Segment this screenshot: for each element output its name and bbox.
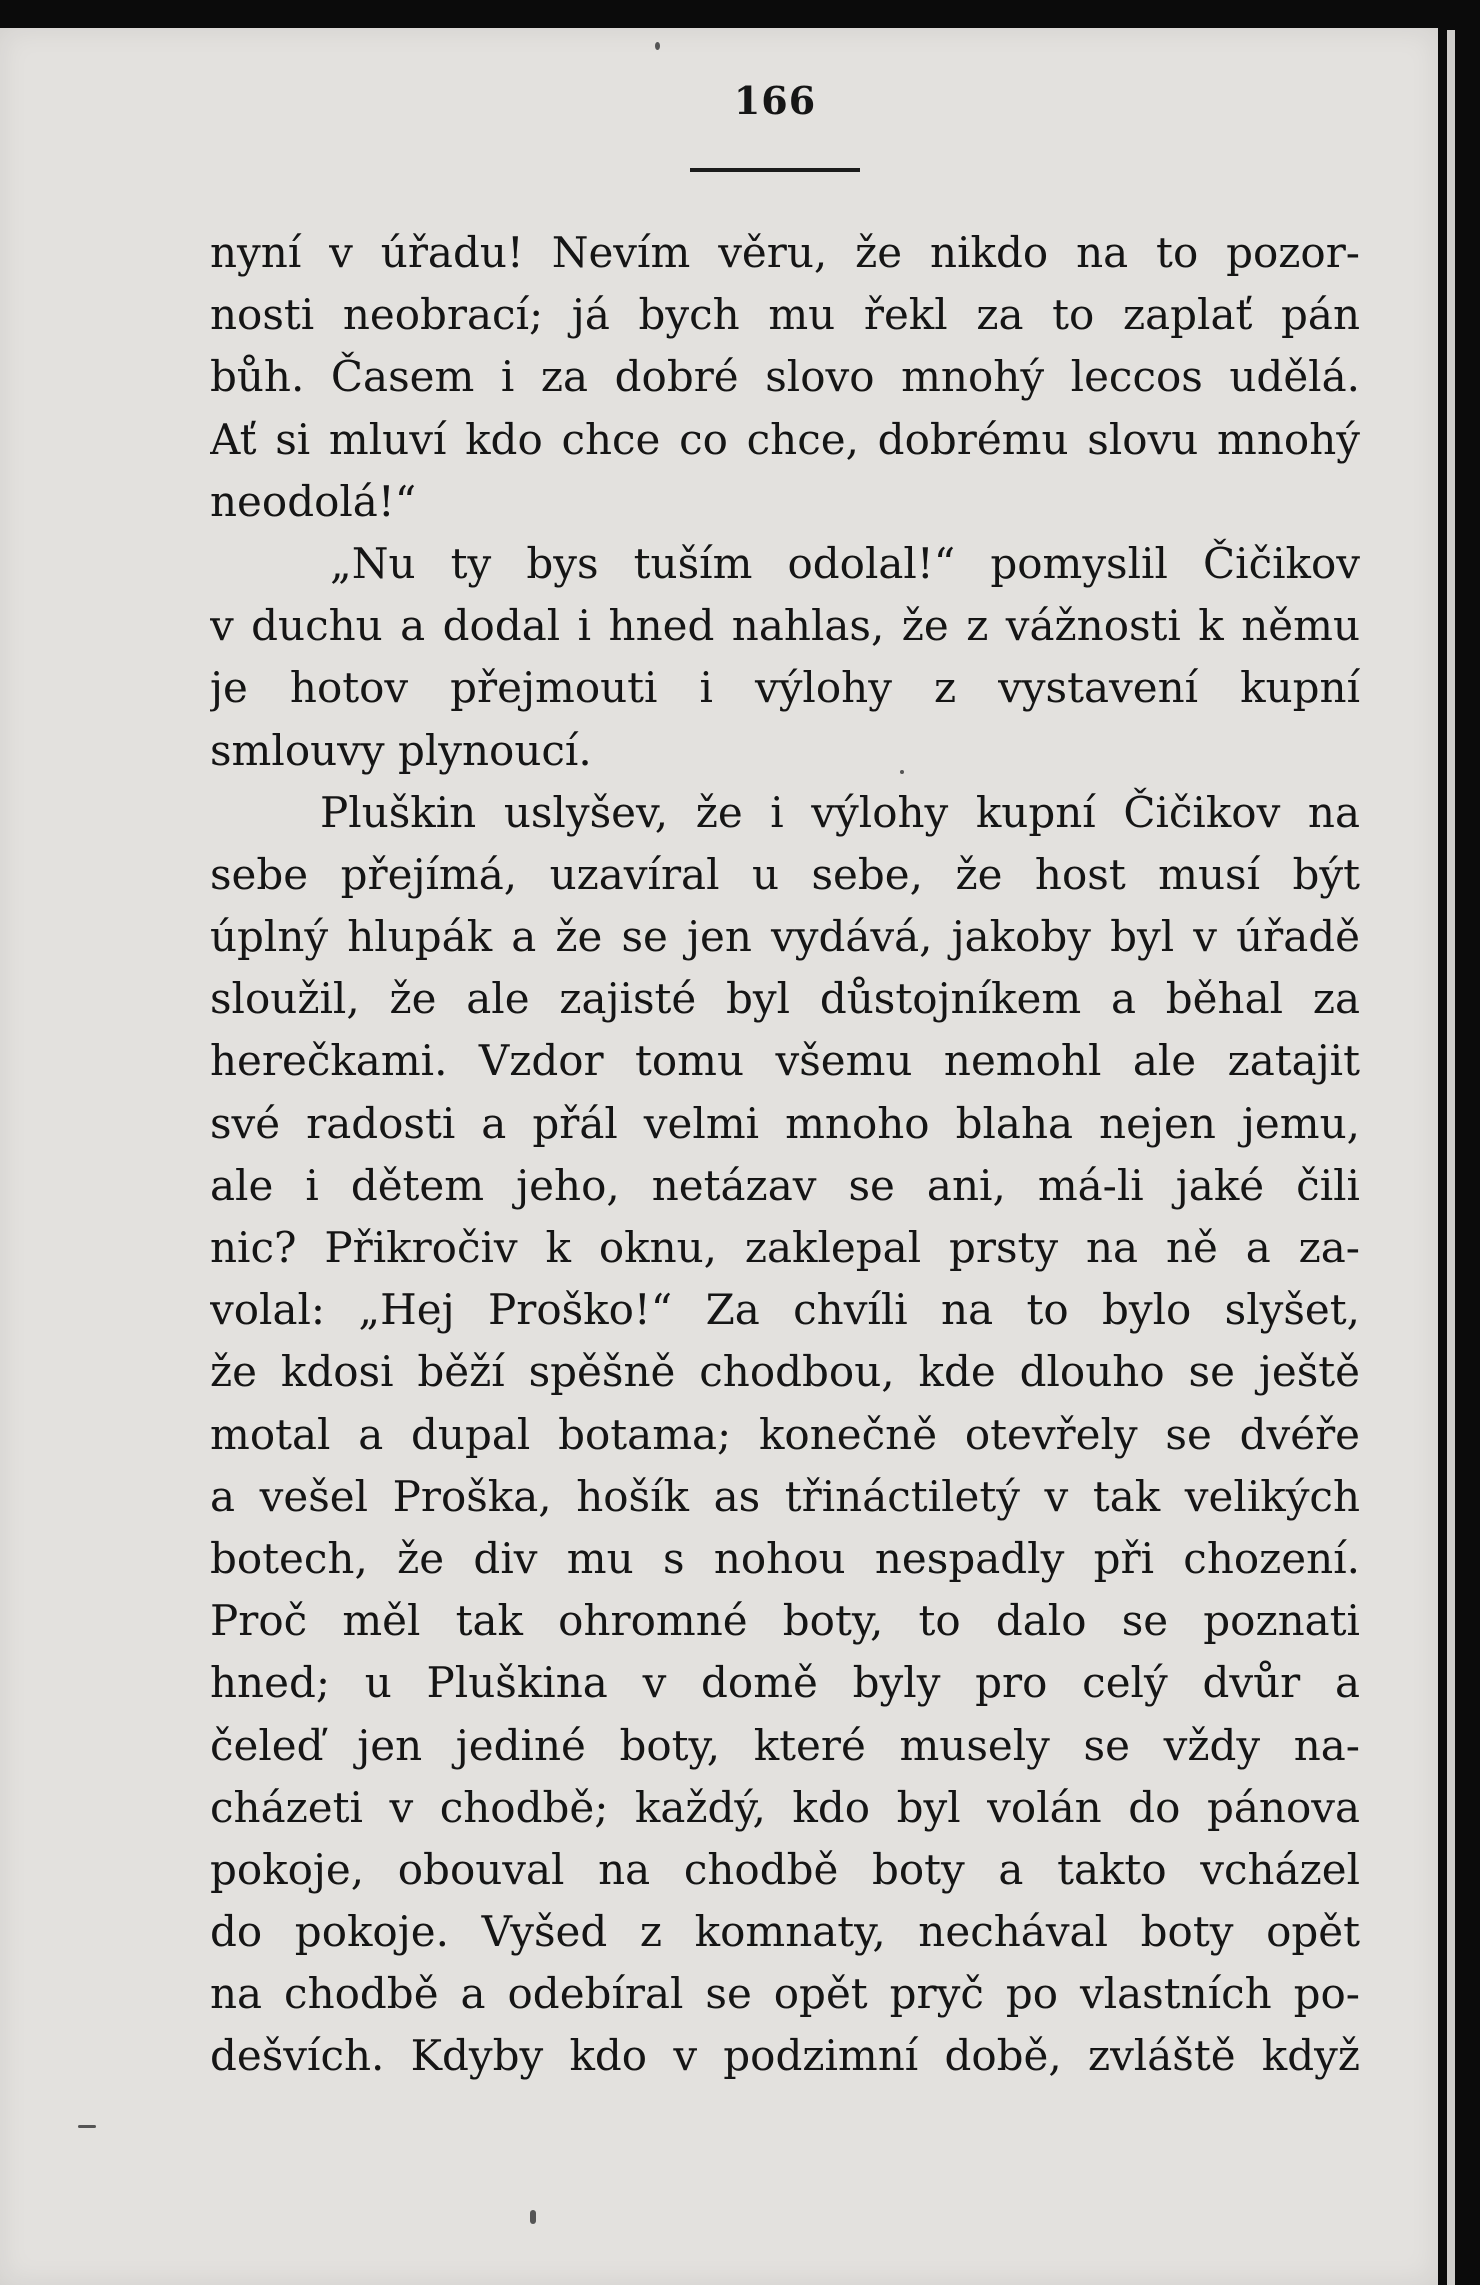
text-line: své radosti a přál velmi mnoho blaha nejen jemu, [210,1098,1360,1148]
text-line: nosti neobrací; já bych mu řekl za to zaplať pán [210,290,1360,340]
text-line: nyní v úřadu! Nevím věru, že nikdo na to pozor- [210,228,1360,277]
text-line: hned; u Pluškina v domě byly pro celý dvůr a [210,1658,1360,1708]
text-line: pokoje, obouval na chodbě boty a takto vcházel [210,1844,1360,1894]
text-line: je hotov přejmouti i výlohy z vystavení kupní [210,663,1360,713]
text-line: sebe přejímá, uzavíral u sebe, že host musí být [210,849,1360,899]
text-line: do pokoje. Vyšed z komnaty, nechával boty opět [210,1907,1360,1957]
paper-speck [78,2125,96,2128]
text-line: dešvích. Kdyby kdo v podzimní době, zvláště když [210,2031,1360,2081]
text-line: v duchu a dodal i hned nahlas, že z vážnosti k němu [210,601,1360,651]
text-line: „Nu ty bys tuším odolal!“ pomyslil Čičikov [330,538,1360,588]
text-line: sloužil, že ale zajisté byl důstojníkem a běhal za [210,974,1360,1024]
text-line: čeleď jen jediné boty, které musely se vždy na- [210,1720,1360,1770]
text-line: Proč měl tak ohromné boty, to dalo se poznati [210,1596,1360,1646]
text-line: a vešel Proška, hošík as třináctiletý v tak velikých [210,1471,1360,1521]
text-line: Ať si mluví kdo chce co chce, dobrému slovu mnohý [210,414,1360,464]
page-edge [1447,30,1455,2285]
text-line: cházeti v chodbě; každý, kdo byl volán do pánova [210,1782,1360,1832]
page-number-rule [690,168,860,172]
text-line: volal: „Hej Proško!“ Za chvíli na to bylo slyšet, [210,1285,1360,1335]
text-line: že kdosi běží spěšně chodbou, kde dlouho se ještě [210,1347,1360,1397]
body-text [210,222,1360,2088]
page-number: 166 [733,78,817,123]
text-line: bůh. Časem i za dobré slovo mnohý leccos udělá. [210,352,1360,402]
text-line: úplný hlupák a že se jen vydává, jakoby byl v úřadě [210,912,1360,962]
text-line: smlouvy plynoucí. [210,725,592,775]
text-line: ale i dětem jeho, netázav se ani, má-li jaké čili [210,1160,1360,1210]
text-line: neodolá!“ [210,476,417,526]
text-line: herečkami. Vzdor tomu všemu nemohl ale zatajit [210,1036,1360,1086]
text-line: nic? Přikročiv k oknu, zaklepal prsty na ně a za- [210,1223,1360,1272]
text-line: Pluškin uslyšev, že i výlohy kupní Čičikov na [320,787,1360,837]
text-line: motal a dupal botama; konečně otevřely se dvéře [210,1409,1360,1459]
paper-speck [530,2210,536,2224]
text-line: botech, že div mu s nohou nespadly při chození. [210,1533,1360,1583]
paper-speck [900,770,904,774]
paper-speck [655,42,660,50]
text-line: na chodbě a odebíral se opět pryč po vlastních po- [210,1969,1360,2019]
